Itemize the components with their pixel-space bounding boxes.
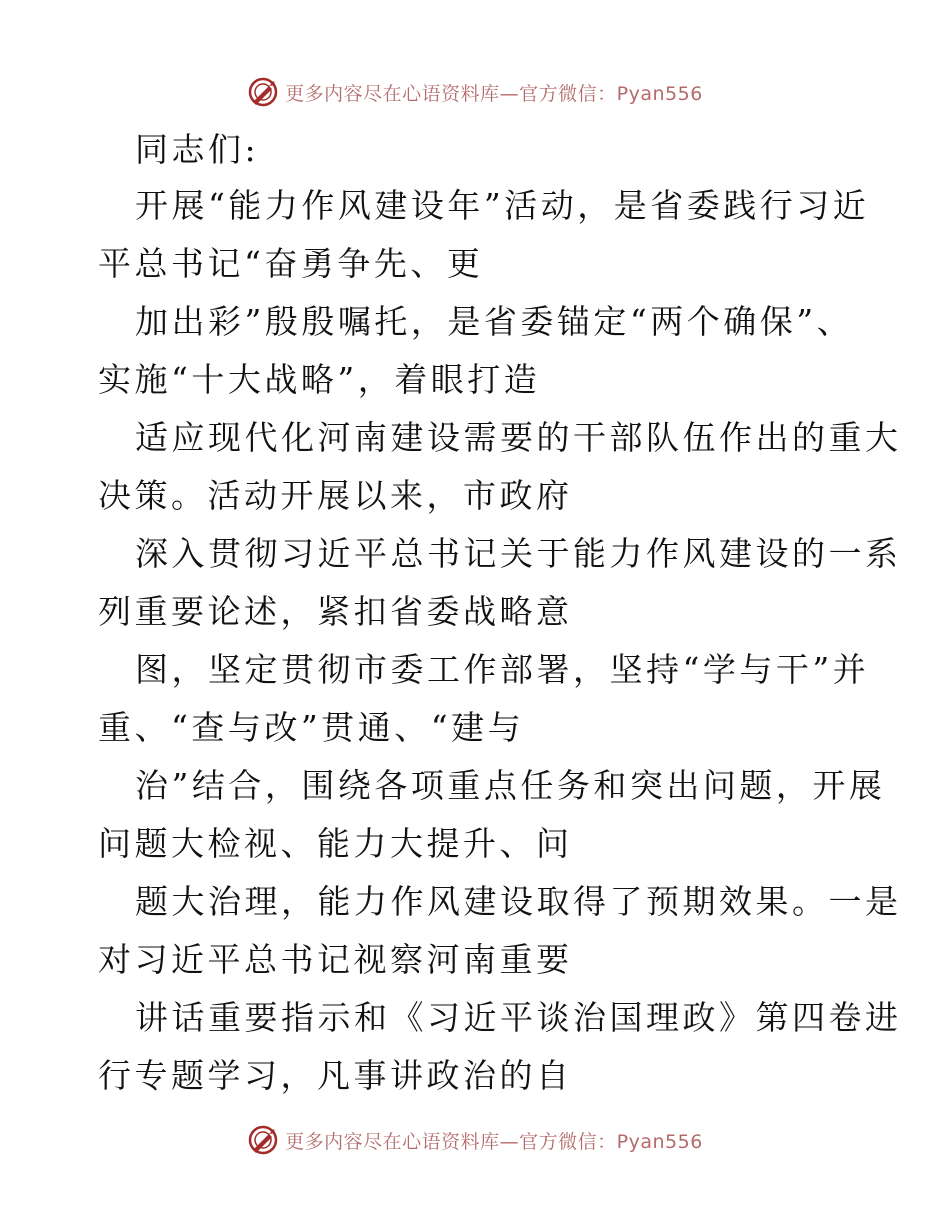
paragraph-line: 讲话重要指示和《习近平谈治国理政》第四卷进 bbox=[135, 998, 902, 1037]
paragraph-line: 同志们: bbox=[135, 130, 260, 169]
paragraph-line: 治”结合，围绕各项重点任务和突出问题，开展 bbox=[135, 766, 886, 805]
paragraph-line: 行专题学习，凡事讲政治的自 bbox=[98, 1056, 573, 1095]
paragraph-line: 实施“十大战略”，着眼打造 bbox=[98, 360, 541, 399]
paragraph-line: 开展“能力作风建设年”活动，是省委践行习近 bbox=[135, 186, 870, 225]
watermark-text: 更多内容尽在心语资料库—官方微信：Pyan556 bbox=[285, 1130, 703, 1153]
paragraph-line: 适应现代化河南建设需要的干部队伍作出的重大 bbox=[135, 418, 902, 457]
pen-logo-icon bbox=[247, 1124, 279, 1156]
paragraph-line: 决策。活动开展以来，市政府 bbox=[98, 476, 573, 515]
paragraph-line: 题大治理，能力作风建设取得了预期效果。一是 bbox=[135, 882, 902, 921]
footer-watermark bbox=[0, 1120, 950, 1160]
watermark-text: 更多内容尽在心语资料库—官方微信：Pyan556 bbox=[285, 82, 703, 105]
paragraph-line: 问题大检视、能力大提升、问 bbox=[98, 824, 573, 863]
paragraph-line: 列重要论述，紧扣省委战略意 bbox=[98, 592, 573, 631]
header-watermark bbox=[0, 72, 950, 112]
paragraph-line: 重、“查与改”贯通、“建与 bbox=[98, 708, 525, 747]
pen-logo-icon bbox=[247, 76, 279, 108]
paragraph-line: 深入贯彻习近平总书记关于能力作风建设的一系 bbox=[135, 534, 902, 573]
paragraph-line: 图，坚定贯彻市委工作部署，坚持“学与干”并 bbox=[135, 650, 870, 689]
paragraph-line: 对习近平总书记视察河南重要 bbox=[98, 940, 573, 979]
paragraph-line: 平总书记“奋勇争先、更 bbox=[98, 244, 484, 283]
paragraph-line: 加出彩”殷殷嘱托，是省委锚定“两个确保”、 bbox=[135, 302, 854, 341]
